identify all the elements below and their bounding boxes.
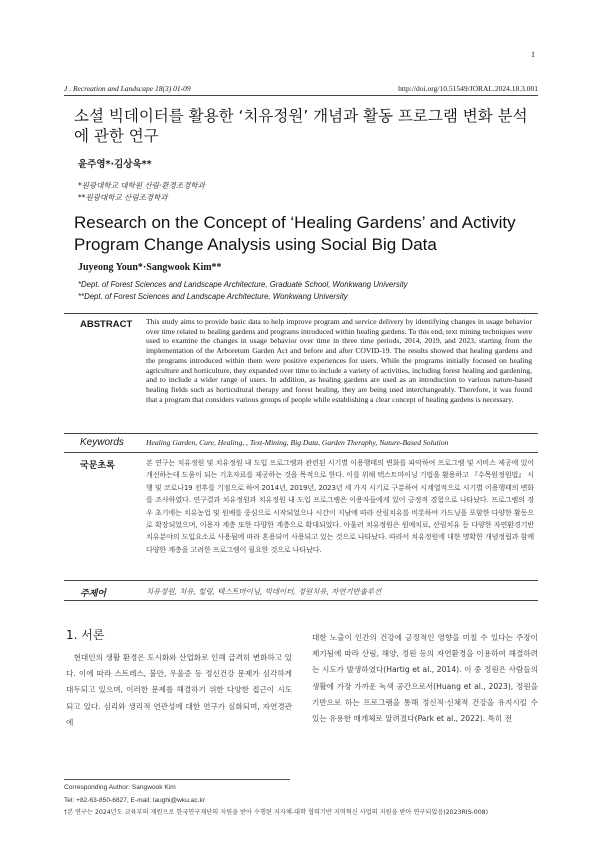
english-title: Research on the Concept of ‘Healing Gardens’ and Activity Program Change Analysis using Social Big Data bbox=[74, 213, 516, 254]
english-affiliation-1: *Dept. of Forest Sciences and Landscape Architecture, Graduate School, Wonkwang University bbox=[78, 280, 408, 289]
korean-keywords-top-rule bbox=[64, 580, 538, 581]
keywords-text: Healing Garden, Cure, Healing, , Text-Mining, Big Data, Garden Theraphy, Nature-Based Solution bbox=[146, 438, 449, 447]
keywords-top-rule bbox=[64, 433, 538, 434]
body-column-right bbox=[312, 630, 538, 727]
korean-affiliation-1: *원광대학교 대학원 산림·환경조경학과 bbox=[78, 181, 205, 190]
korean-keywords-text: 치유정원, 치유, 힐링, 텍스트마이닝, 빅데이터, 정원치유, 자연기반솔루션 bbox=[146, 587, 382, 596]
header-rule bbox=[64, 95, 538, 96]
body-paragraph: 현대인의 생활 환경은 도시화와 산업화로 인해 급격히 변화하고 있다. 이에 따라 스트레스, 불안, 우울증 등 정신건강 문제가 심각하게 대두되고 있으며, 이러한 문제를 해결하기 위한 다양한 접근이 시도되고 있다. 심리와 생리적 연관성에 대한 연구가 심화되며, 자연경관에 bbox=[66, 653, 292, 727]
korean-authors: 윤주영*·김상욱** bbox=[78, 159, 152, 170]
journal-citation: J . Recreation and Landscape 18(3) 01-09 bbox=[64, 84, 191, 93]
korean-affiliation-2: **원광대학교 산림조경학과 bbox=[78, 193, 168, 202]
keywords-bottom-rule bbox=[64, 452, 538, 453]
korean-title: 소셜 빅데이터를 활용한 ‘치유정원’ 개념과 활동 프로그램 변화 분석에 관한 연구 bbox=[74, 107, 528, 145]
footnote-corresponding-author: Corresponding Author: Sangwook Kim bbox=[64, 784, 176, 791]
footnote-funding: †본 연구는 2024년도 교육부의 재원으로 한국연구재단의 지원을 받아 수행된 지자체-대학 협력기반 지역혁신 사업의 지원을 받아 연구되었음(2023RIS-008) bbox=[64, 809, 488, 816]
keywords-label: Keywords bbox=[80, 437, 124, 448]
section-heading-introduction: 1. 서론 bbox=[66, 628, 105, 642]
korean-keywords-label: 주제어 bbox=[80, 589, 107, 599]
doi-link[interactable]: http://doi.org/10.51549/JORAL.2024.18.3.001 bbox=[398, 84, 538, 93]
body-column-left bbox=[66, 650, 292, 731]
english-affiliation-2: **Dept. of Forest Sciences and Landscape Architecture, Wonkwang University bbox=[78, 292, 348, 301]
abstract-top-rule bbox=[64, 313, 538, 314]
body-paragraph: 대한 노출이 인간의 건강에 긍정적인 영향을 미칠 수 있다는 주장이 제기됨에 따라 산림, 해양, 정원 등의 자연환경을 이용하여 해결하려는 시도가 발생하였다(Hartig et al., 2014). 이 중 정원은 사람들의 생활에 가장 가까운 녹색 공간으로서(Huang et al., 2023), 정원을 기반으로 하는 프로그램을 통해 정신적·신체적 건강을 유지시킬 수 있는 유용한 매개체로 알려졌다(Park et al., 2022). 특히 전 bbox=[312, 633, 538, 724]
abstract-label: ABSTRACT bbox=[80, 319, 133, 330]
footnote-rule bbox=[64, 779, 290, 780]
korean-abstract-text: 본 연구는 치유정원 및 치유정원 내 도입 프로그램과 관련된 시기별 이용행태의 변화를 파악하여 프로그램 및 서비스 제공에 있어 개선하는데 도움이 되는 기초자료를 제공하는 것을 목적으로 한다. 이를 위해 텍스트마이닝 기법을 활용하고 『수목원정원법』 시행 및 코로나19 전후를 기점으로 하여 2014년, 2019년, 2023년 세 가지 시기로 구분하여 시계열적으로 시기별 이용행태의 변화를 조사하였다. 연구결과 치유정원과 치유정원 내 도입 프로그램은 이용자들에게 있어 긍정적 경험으로 나타났다. 프로그램의 경우 초기에는 치유농업 및 원예를 중심으로 시작되었으나 시간이 지남에 따라 산림치유를 비롯하여 가드닝을 포함한 다양한 활동으로 확장되었으며, 이용자 계층 또한 다양한 계층으로 확대되었다. 아울러 치유정원은 원예치료, 산림치유 등 다양한 자연환경기반 치유분야의 도입요소로 사용됨에 따라 혼용되어 사용되고 있는 것으로 나타났다. 따라서 치유정원에 대한 명확한 개념정립과 함께 다양한 계층을 고려한 프로그램이 필요한 것으로 나타났다. bbox=[146, 458, 535, 554]
abstract-text: This study aims to provide basic data to help improve program and service delivery by identifying changes in usage behavior over time related to healing gardens and programs introduced within healing gardens. To this end, text mining techniques were used to examine the changes in usage behavior over time in three time periods, 2014, 2019, and 2023, starting from the implementation of the Arboretum Garden Act and before and after COVID-19. The results showed that healing gardens and the programs introduced within them were positive experiences for users. While the programs initially focused on healing agriculture and horticulture, they expanded over time to include a variety of activities, including forest healing and gardening, and to include a wider range of users. In addition, as healing gardens are used as an introduction to various nature-based healing fields such as horticultural therapy and forest healing, they are being used interchangeably. Therefore, it was found that a program that considers various groups of people while establishing a clear concept of healing gardens is necessary. bbox=[146, 317, 532, 404]
page-number: 1 bbox=[531, 50, 535, 59]
korean-abstract-label: 국문초록 bbox=[80, 461, 115, 471]
english-authors: Juyeong Youn*·Sangwook Kim** bbox=[78, 262, 222, 273]
korean-keywords-bottom-rule bbox=[64, 600, 538, 601]
footnote-contact: Tel: +82-63-850-6827, E-mail: laughi@wku.ac.kr bbox=[64, 797, 206, 804]
